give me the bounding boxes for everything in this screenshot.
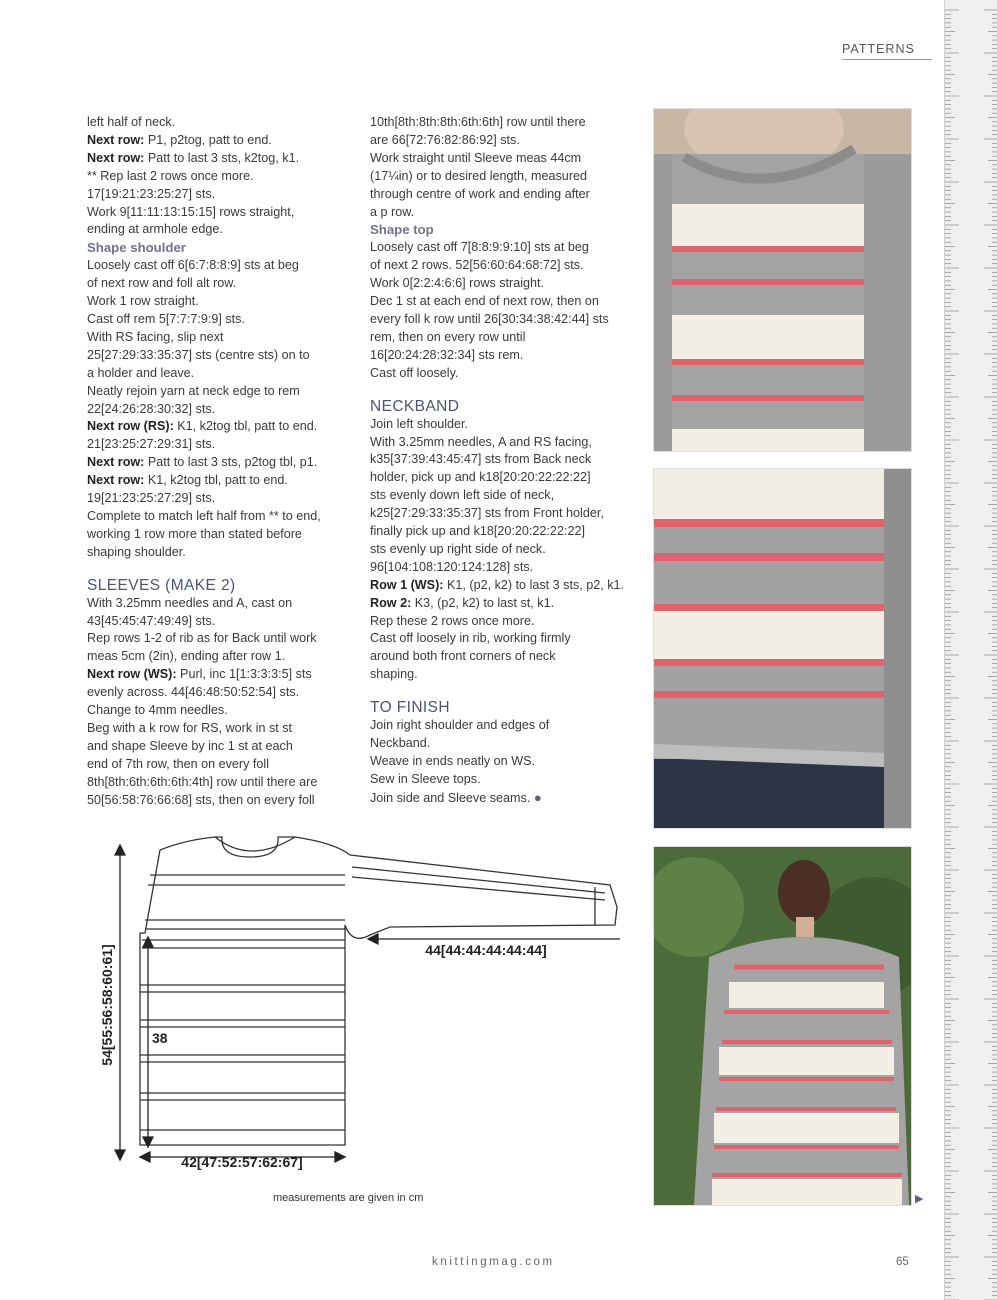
text-line: finally pick up and k18[20:20:22:22:22] (370, 524, 585, 539)
text-line: end of 7th row, then on every foll (87, 756, 270, 771)
text-line: a p row. (370, 204, 415, 219)
yarn-ball-end-icon: ● (533, 789, 542, 805)
text-line: Neckband. (370, 736, 431, 751)
text-line: Weave in ends neatly on WS. (370, 754, 535, 768)
subheading-shape-shoulder: Shape shoulder (87, 240, 186, 256)
text-line: Work straight until Sleeve meas 44cm (370, 150, 582, 165)
text-line: Rep these 2 rows once more. (370, 613, 535, 628)
text-line: rem, then on every row until (370, 329, 526, 344)
text-line: left half of neck. (87, 115, 176, 129)
text-line: 8th[8th:6th:6th:6th:4th] row until there are (87, 774, 318, 789)
text-line: ending at armhole edge. (87, 222, 223, 237)
text-line: Work 0[2:2:4:6:6] rows straight. (370, 276, 545, 291)
text-line: holder, pick up and k18[20:20:22:22:22] (370, 470, 591, 485)
instruction-row: Next row: K1, k2tog tbl, patt to end. (87, 473, 288, 488)
text-line: Loosely cast off 7[8:8:9:9:10] sts at beg (370, 240, 589, 255)
photo-sweater-front-closeup (653, 108, 912, 452)
text-line: 10th[8th:8th:8th:6th:6th] row until there (370, 115, 586, 129)
instruction-row: Next row: Patt to last 3 sts, p2tog tbl, p1. (87, 455, 318, 470)
text-line: Work 1 row straight. (87, 294, 199, 309)
section-tag: PATTERNS (842, 42, 932, 60)
text-line: k35[37:39:43:45:47] sts from Back neck (370, 452, 592, 467)
text-line: 43[45:45:47:49:49] sts. (87, 613, 216, 628)
text-line: 19[21:23:25:27:29] sts. (87, 491, 216, 506)
text-line: (17¼in) or to desired length, measured (370, 168, 588, 183)
text-line: 17[19:21:23:25:27] sts. (87, 186, 216, 201)
subheading-shape-top: Shape top (370, 222, 434, 238)
text-line: Cast off rem 5[7:7:7:9:9] sts. (87, 311, 245, 326)
sweater-schematic-diagram (90, 825, 630, 1185)
diagram-caption: measurements are given in cm (273, 1192, 424, 1204)
text-line: Beg with a k row for RS, work in st st (87, 721, 293, 735)
instruction-row: Next row: Patt to last 3 sts, k2tog, k1. (87, 150, 300, 165)
text-line: 21[23:25:27:29:31] sts. (87, 437, 216, 452)
text-line: sts evenly up right side of neck. (370, 541, 546, 556)
text-line: 25[27:29:33:35:37] sts (centre sts) on to (87, 347, 310, 362)
measuring-ruler (944, 0, 997, 1300)
sleeve-length-label: 44[44:44:44:44:44] (425, 942, 547, 958)
body-length-label: 54[55:56:58:60:61] (99, 944, 115, 1066)
text-line: 50[56:58:76:66:68] sts, then on every foll (87, 792, 315, 807)
instruction-row: Next row (WS): Purl, inc 1[1:3:3:3:5] sts (87, 667, 312, 682)
text-line: Dec 1 st at each end of next row, then on (370, 294, 599, 309)
text-line: ** Rep last 2 rows once more. (87, 168, 254, 183)
instruction-row: Row 2: K3, (p2, k2) to last st, k1. (370, 595, 555, 610)
text-line: of next 2 rows. 52[56:60:64:68:72] sts. (370, 258, 584, 273)
text-line: 16[20:24:28:32:34] sts rem. (370, 347, 524, 362)
text-line: evenly across. 44[46:48:50:52:54] sts. (87, 685, 300, 700)
instruction-row: Next row: P1, p2tog, patt to end. (87, 132, 272, 147)
text-line: Loosely cast off 6[6:7:8:8:9] sts at beg (87, 258, 299, 273)
footer-url: knittingmag.com (432, 1256, 555, 1268)
text-line: sts evenly down left side of neck, (370, 488, 555, 503)
text-line: With RS facing, slip next (87, 329, 224, 344)
text-line: Change to 4mm needles. (87, 703, 228, 718)
text-line: meas 5cm (2in), ending after row 1. (87, 649, 286, 664)
text-line: through centre of work and ending after (370, 186, 590, 201)
photo-sweater-hem-closeup (653, 468, 912, 829)
text-line: and shape Sleeve by inc 1 st at each (87, 738, 293, 753)
text-line: Cast off loosely in rib, working firmly (370, 631, 571, 646)
body-width-label: 42[47:52:57:62:67] (181, 1154, 303, 1170)
text-line: Neatly rejoin yarn at neck edge to rem (87, 383, 300, 398)
text-line: Sew in Sleeve tops. (370, 771, 481, 786)
text-line: a holder and leave. (87, 365, 195, 380)
text-line: around both front corners of neck (370, 649, 556, 664)
text-line: of next row and foll alt row. (87, 276, 237, 291)
text-line: With 3.25mm needles and A, cast on (87, 595, 293, 610)
heading-neckband: NECKBAND (370, 397, 460, 415)
text-line: With 3.25mm needles, A and RS facing, (370, 434, 592, 449)
heading-to-finish: TO FINISH (370, 699, 450, 717)
pattern-column-2 (370, 114, 630, 808)
text-line: k25[27:29:33:35:37] sts from Front holder, (370, 506, 604, 521)
text-line: Cast off loosely. (370, 365, 459, 380)
text-line: Join left shoulder. (370, 416, 469, 431)
heading-sleeves: SLEEVES (MAKE 2) (87, 576, 236, 594)
pattern-column-1 (87, 114, 352, 810)
photo-model-back-view (653, 846, 912, 1206)
text-line: 22[24:26:28:30:32] sts. (87, 401, 216, 416)
text-line: Join right shoulder and edges of (370, 718, 550, 733)
text-line: working 1 row more than stated before (87, 526, 302, 541)
text-line: shaping shoulder. (87, 544, 186, 559)
text-line: shaping. (370, 667, 418, 682)
text-line: are 66[72:76:82:86:92] sts. (370, 132, 520, 147)
text-line: Work 9[11:11:13:15:15] rows straight, (87, 204, 295, 219)
text-line: Rep rows 1-2 of rib as for Back until work (87, 631, 317, 646)
text-line: Complete to match left half from ** to end, (87, 508, 321, 523)
text-line: Join side and Sleeve seams. ● (370, 789, 542, 805)
text-line: 96[104:108:120:124:128] sts. (370, 559, 534, 574)
next-page-arrow-icon: ▶ (915, 1193, 924, 1205)
instruction-row: Row 1 (WS): K1, (p2, k2) to last 3 sts, p2, k1. (370, 577, 625, 592)
page-number: 65 (896, 1256, 909, 1268)
text-line: every foll k row until 26[30:34:38:42:44] sts (370, 311, 609, 326)
armhole-depth-label: 38 (152, 1030, 168, 1046)
instruction-row: Next row (RS): K1, k2tog tbl, patt to end. (87, 419, 318, 434)
